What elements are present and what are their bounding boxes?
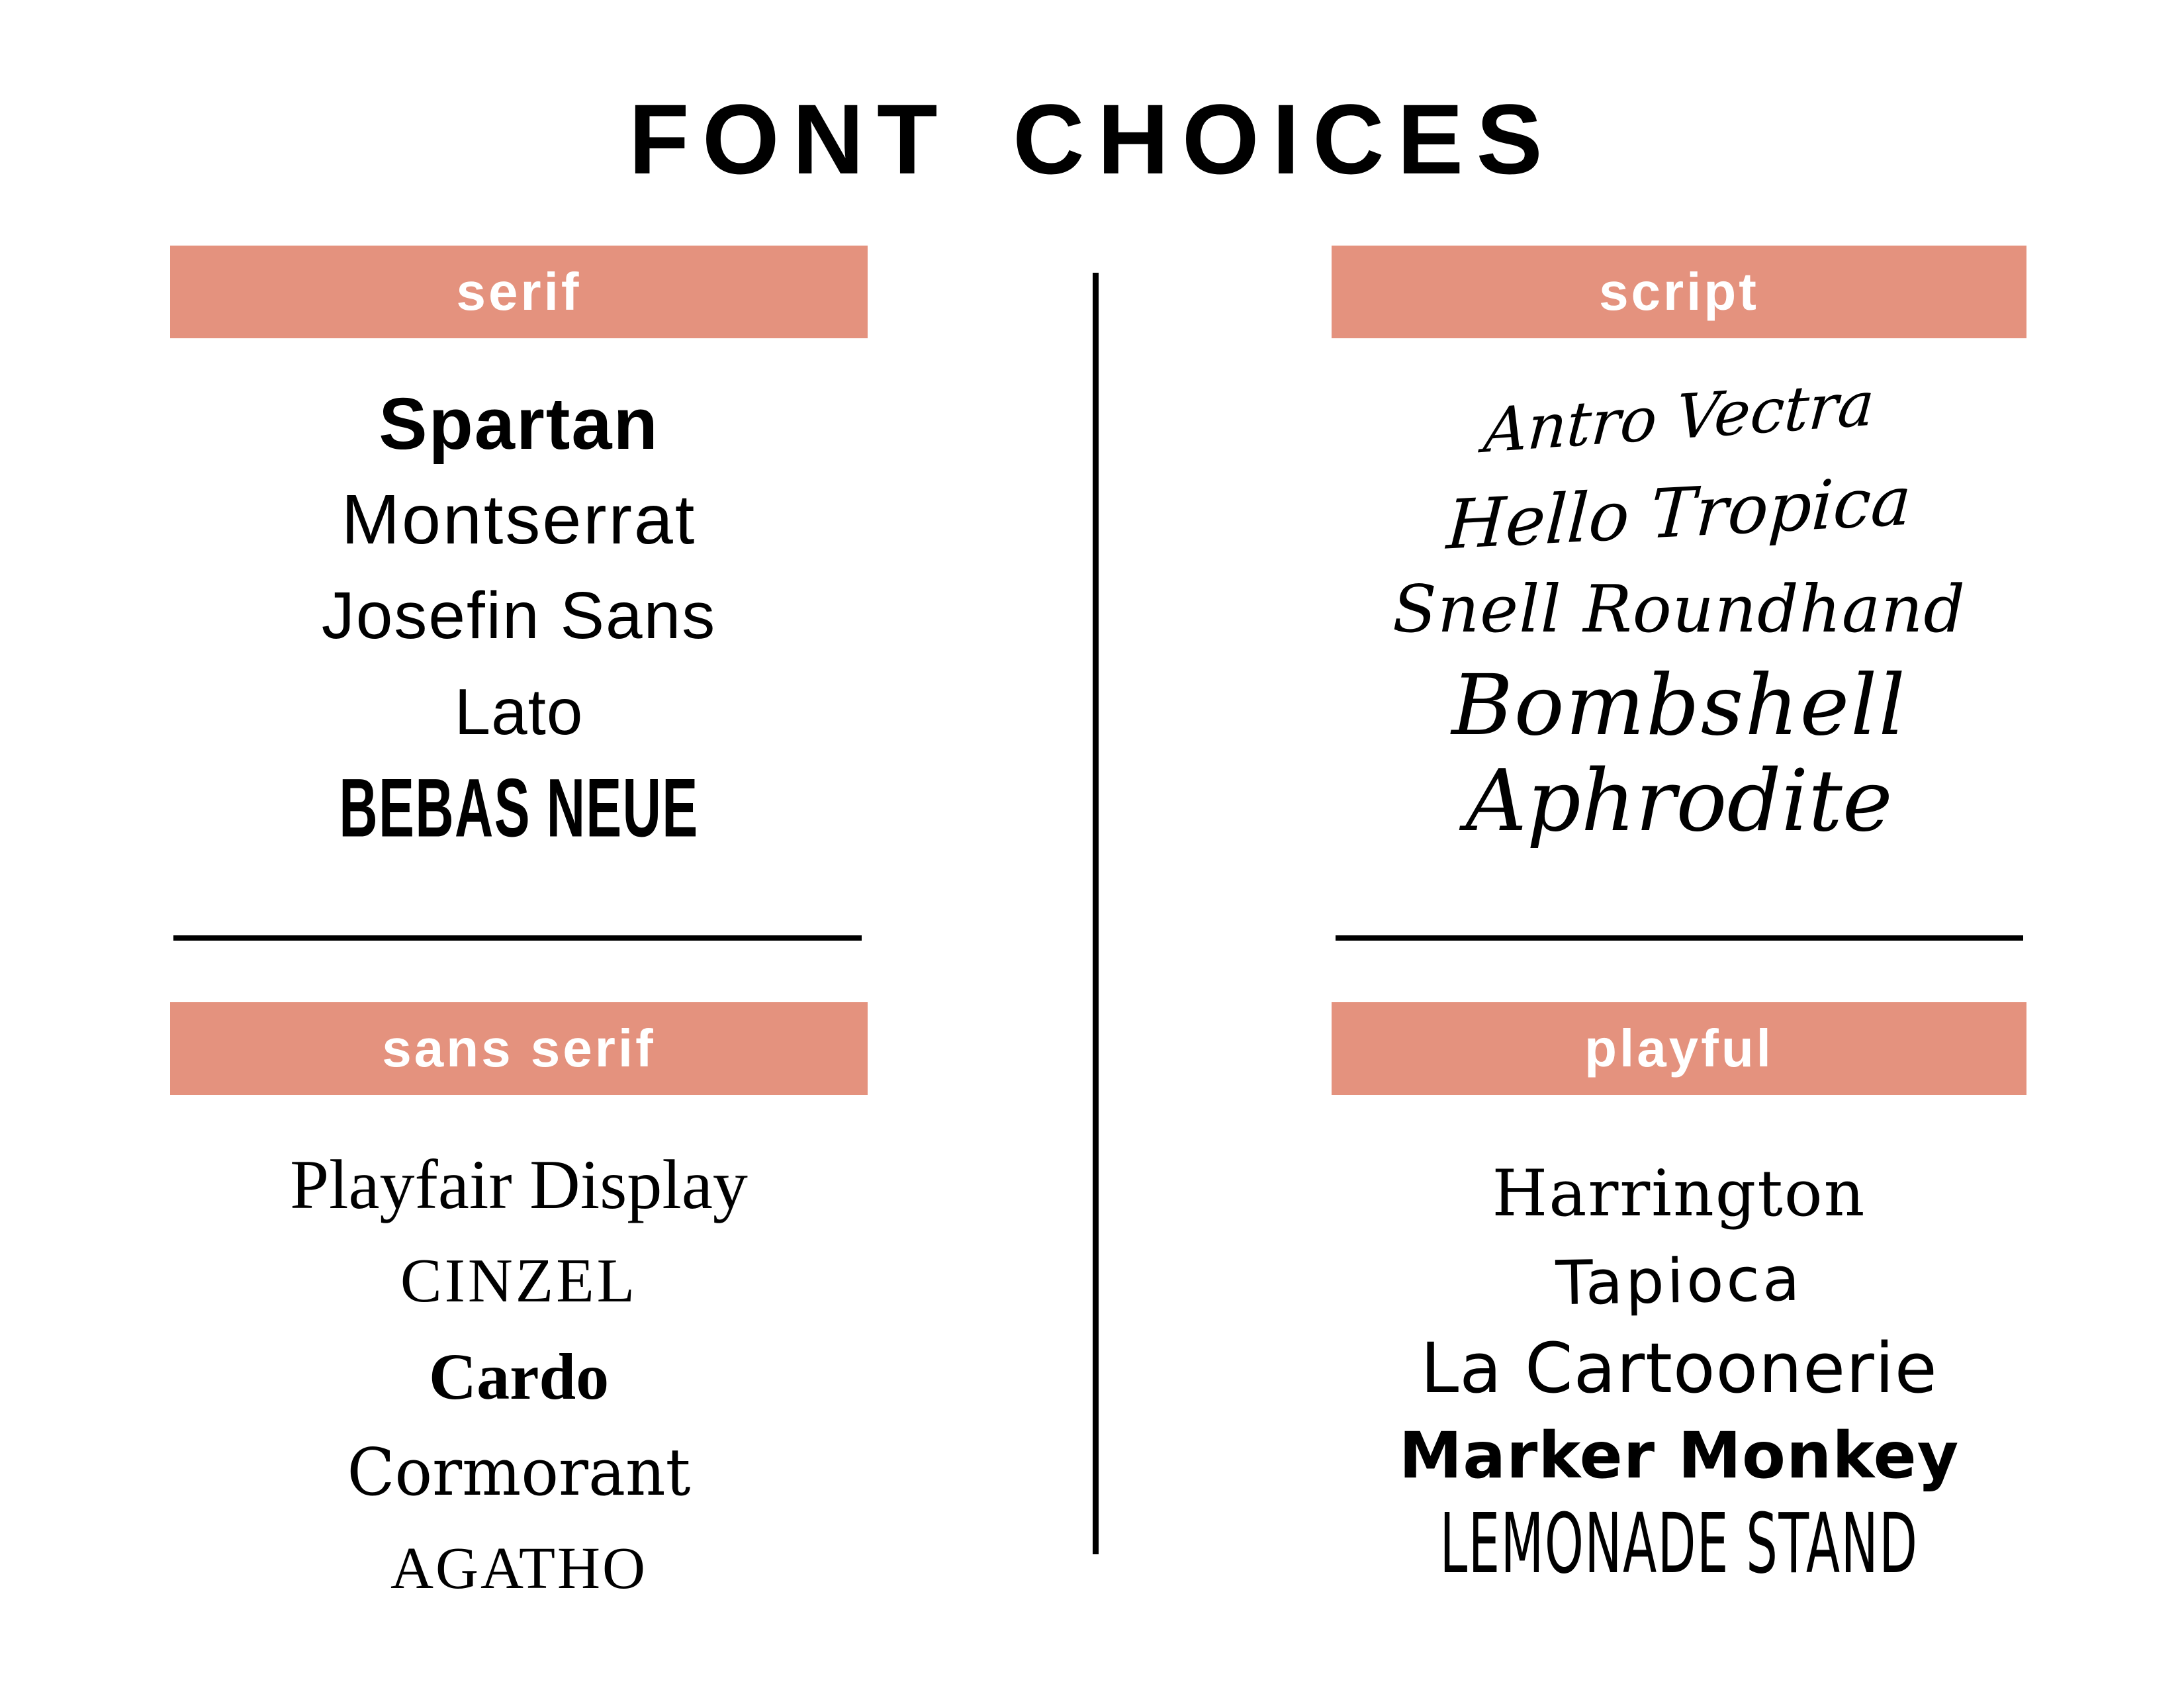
font-sample-bombshell: Bombshell [1451,657,1907,754]
serif-section-label: serif [456,262,582,321]
font-sample-bebas-neue: BEBAS NEUE [339,761,699,855]
font-sample-harrington: Harrington [1492,1156,1866,1231]
script-font-list [1332,369,2026,849]
font-sample-snell-roundhand: Snell Roundhand [1392,571,1966,647]
font-sample-lato: Lato [454,675,584,748]
script-section-label: script [1599,262,1759,321]
playful-section-label: playful [1584,1019,1774,1078]
playful-section-header [1332,1002,2026,1095]
left-horizontal-divider [173,935,862,941]
sans-serif-section-header [170,1002,868,1095]
playful-font-list [1332,1150,2026,1592]
serif-section-header [170,246,868,338]
font-sample-cardo: Cardo [428,1340,610,1413]
font-sample-marker-monkey: Marker Monkey [1398,1419,1960,1493]
font-sample-hello-tropica: Hello Tropica [1445,461,1913,565]
font-sample-spartan: Spartan [379,383,659,465]
font-sample-antro-vectra: Antro Vectra [1481,367,1877,467]
vertical-divider [1093,273,1099,1554]
font-sample-lemonade-stand: LEMONADE STAND [1439,1494,1919,1592]
font-sample-la-cartoonerie: La Cartoonerie [1420,1328,1938,1409]
font-sample-josefin-sans: Josefin Sans [321,579,717,653]
font-sample-playfair-display: Playfair Display [290,1145,748,1223]
serif-font-list [170,376,868,856]
font-sample-cinzel: CINZEL [400,1246,638,1315]
script-section-header [1332,246,2026,338]
sans-serif-font-list [170,1137,868,1617]
font-sample-cormorant: Cormorant [347,1434,691,1511]
font-sample-agatho: AGATHO [390,1536,647,1601]
sans-serif-section-label: sans serif [382,1019,656,1078]
font-sample-montserrat: Montserrat [341,481,697,559]
page-title: FONT CHOICES [628,83,1556,195]
font-sample-aphrodite: Aphrodite [1465,752,1893,851]
font-sample-tapioca: Tapioca [1555,1243,1803,1319]
right-horizontal-divider [1336,935,2023,941]
